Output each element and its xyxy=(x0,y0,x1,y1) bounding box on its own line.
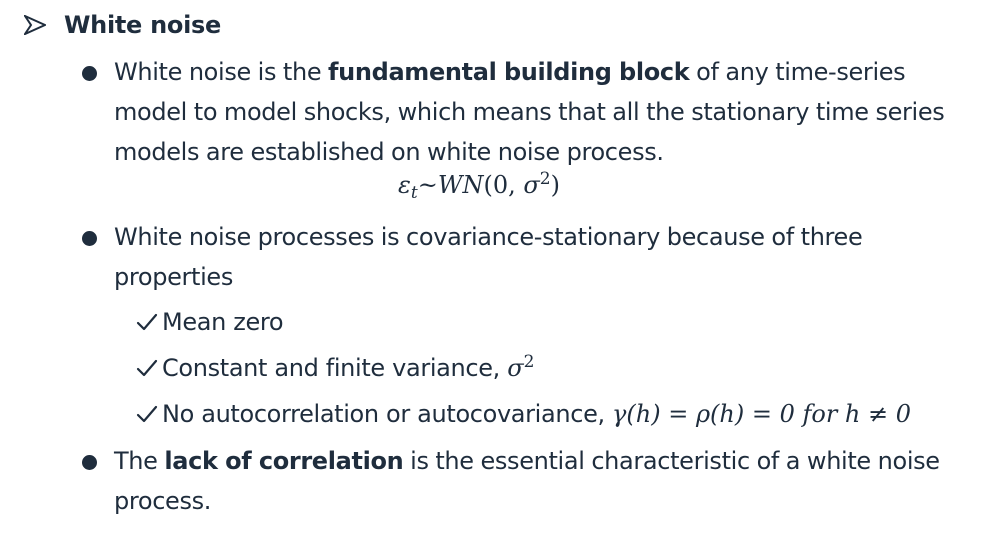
property-text: Constant and finite variance, xyxy=(162,354,508,382)
math-sigma: σ xyxy=(507,354,524,382)
white-noise-formula xyxy=(398,169,560,203)
variance-math xyxy=(507,353,534,383)
math-power: 2 xyxy=(523,352,535,372)
checkmark-icon xyxy=(136,312,158,332)
bullet-dot-icon xyxy=(82,66,97,81)
bullet-text-plain: is the essential characteristic of a white noise process. xyxy=(114,447,940,515)
property-text: No autocorrelation or autocovariance, xyxy=(162,400,613,428)
property-item xyxy=(136,399,911,429)
formula-subscript: t xyxy=(410,183,418,203)
checkmark-icon xyxy=(136,404,158,424)
property-item xyxy=(136,353,534,383)
formula-power: 2 xyxy=(539,169,551,189)
bullet-text-plain: White noise is the xyxy=(114,58,329,86)
checkmark-icon xyxy=(136,358,158,378)
bullet-text xyxy=(114,441,984,521)
formula-tilde: ~ xyxy=(417,171,438,199)
bullet-text-bold: lack of correlation xyxy=(164,447,404,475)
formula-wn: WN xyxy=(437,171,484,199)
bullet-text-bold: fundamental building block xyxy=(328,58,690,86)
formula-epsilon: ε xyxy=(398,171,411,199)
section-heading xyxy=(24,8,221,42)
bullet-dot-icon xyxy=(82,455,97,470)
formula-sigma: σ xyxy=(523,171,540,199)
formula-open: (0, xyxy=(483,171,524,199)
bullet-dot-icon xyxy=(82,231,97,246)
bullet-text-plain: of any time-series model to model shocks, which means that all the stationary time series models are established on white noise process. xyxy=(114,58,945,166)
arrowhead-bullet-icon xyxy=(24,15,46,35)
autocorrelation-math: γ(h) = ρ(h) = 0 for h ≠ 0 xyxy=(612,400,912,428)
bullet-text-plain: The xyxy=(114,447,165,475)
bullet-text xyxy=(114,52,984,172)
property-text: Mean zero xyxy=(162,308,284,336)
formula-close: ) xyxy=(550,171,560,199)
bullet-text: White noise processes is covariance-stationary because of three properties xyxy=(114,223,863,291)
property-item xyxy=(136,307,283,337)
heading-title: White noise xyxy=(64,11,221,39)
